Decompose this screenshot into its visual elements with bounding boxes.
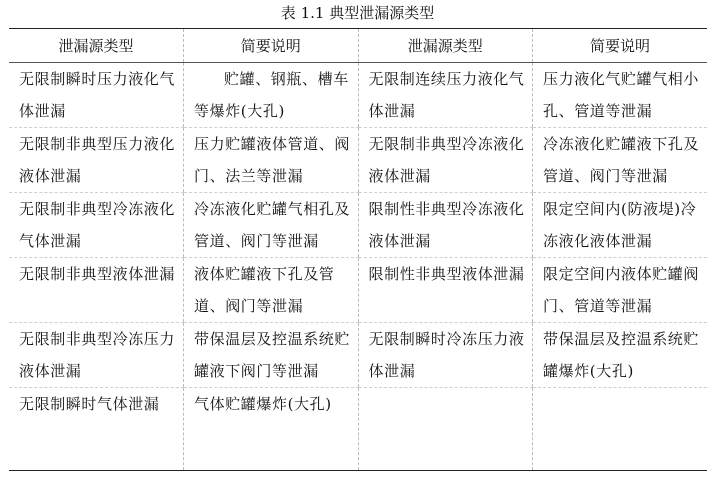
header-description-2: 简要说明 [533, 29, 708, 63]
table-row [9, 258, 707, 323]
table-row [9, 63, 707, 128]
table-row [9, 193, 707, 258]
table-cell: 无限制非典型液体泄漏 [9, 258, 184, 323]
table-cell: 冷冻液化贮罐液下孔及管道、阀门等泄漏 [533, 128, 708, 193]
table-cell: 限制性非典型液体泄漏 [358, 258, 533, 323]
table-row [9, 388, 707, 471]
table-cell: 限定空间内液体贮罐阀门、管道等泄漏 [533, 258, 708, 323]
table-cell: 无限制非典型压力液化液体泄漏 [9, 128, 184, 193]
table-cell [358, 388, 533, 471]
table-cell: 压力贮罐液体管道、阀门、法兰等泄漏 [184, 128, 359, 193]
table-cell: 限定空间内(防液堤)冷冻液化液体泄漏 [533, 193, 708, 258]
table-row [9, 323, 707, 388]
table-cell [533, 388, 708, 471]
table-cell: 无限制非典型冷冻液化气体泄漏 [9, 193, 184, 258]
table-cell: 冷冻液化贮罐气相孔及管道、阀门等泄漏 [184, 193, 359, 258]
table-cell: 气体贮罐爆炸(大孔) [184, 388, 359, 471]
header-leak-type-1: 泄漏源类型 [9, 29, 184, 63]
table-cell: 无限制连续压力液化气体泄漏 [358, 63, 533, 128]
table-cell: 液体贮罐液下孔及管道、阀门等泄漏 [184, 258, 359, 323]
table-cell: 无限制瞬时冷冻压力液体泄漏 [358, 323, 533, 388]
table-cell: 无限制瞬时压力液化气体泄漏 [9, 63, 184, 128]
header-leak-type-2: 泄漏源类型 [358, 29, 533, 63]
header-row [9, 29, 707, 63]
table-cell: 无限制非典型冷冻液化液体泄漏 [358, 128, 533, 193]
table-caption: 表 1.1 典型泄漏源类型 [280, 4, 435, 22]
table-cell: 限制性非典型冷冻液化液体泄漏 [358, 193, 533, 258]
table-cell: 带保温层及控温系统贮罐爆炸(大孔) [533, 323, 708, 388]
table-cell: 无限制非典型冷冻压力液体泄漏 [9, 323, 184, 388]
table-row [9, 128, 707, 193]
header-description-1: 简要说明 [184, 29, 359, 63]
table-cell: 带保温层及控温系统贮罐液下阀门等泄漏 [184, 323, 359, 388]
leak-source-table [9, 28, 707, 471]
table-cell: 无限制瞬时气体泄漏 [19, 395, 160, 413]
table-cell: 压力液化气贮罐气相小孔、管道等泄漏 [533, 63, 708, 128]
table-cell: 贮罐、钢瓶、槽车等爆炸(大孔) [184, 63, 359, 128]
